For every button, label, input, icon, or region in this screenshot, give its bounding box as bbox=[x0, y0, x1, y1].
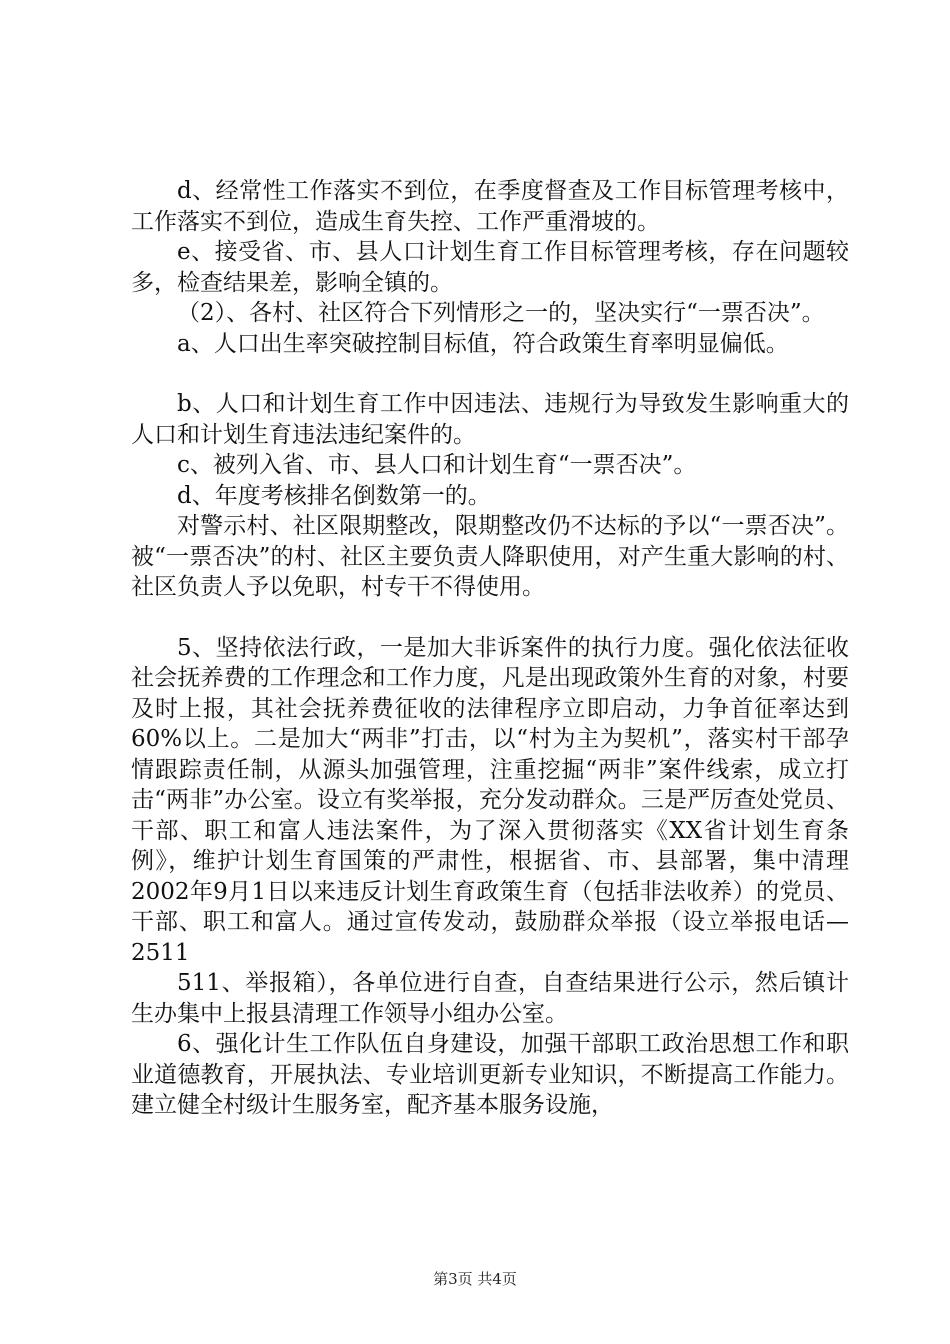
paragraph-d-ranking: d、年度考核排名倒数第一的。 bbox=[177, 482, 491, 509]
paragraph-a-birth-rate: a、人口出生率突破控制目标值，符合政策生育率明显偏低。 bbox=[177, 330, 789, 357]
paragraph-5-continued: 511、举报箱），各单位进行自查，自查结果进行公示，然后镇计生办集中上报县清理工作领导小组办公室。 bbox=[131, 970, 849, 1027]
paragraph-c-veto-list: c、被列入省、市、县人口和计划生育“一票否决”。 bbox=[177, 452, 697, 478]
spacer bbox=[131, 359, 849, 389]
paragraph-b-violations: b、人口和计划生育工作中因违法、违规行为导致发生影响重大的人口和计划生育违法违纪案件的。 bbox=[131, 391, 849, 448]
paragraph-5-law-enforcement: 5、坚持依法行政，一是加大非诉案件的执行力度。强化依法征收社会抚养费的工作理念和工作力度，凡是出现政策外生育的对象，村要及时上报，其社会抚养费征收的法律程序立即启动，力争首征率达到60%以上。二是加大“两非”打击，以“村为主为契机”，落实村干部孕情跟踪责任制，从源头加强管理，注重挖掘“两非”案件线索，成立打击“两非”办公室。设立有奖举报，充分发动群众。三是严厉查处党员、干部、职工和富人违法案件，为了深入贯彻落实《XX省计划生育条例》，维护计划生育国策的严肃性，根据省、市、县部署，集中清理2002年9月1日以来违反计划生育政策生育（包括非法收养）的党员、干部、职工和富人。通过宣传发动，鼓励群众举报（设立举报电话—2511 bbox=[131, 634, 849, 966]
paragraph-warning-rectify: 对警示村、社区限期整改，限期整改仍不达标的予以“一票否决”。被“一票否决”的村、社区主要负责人降职使用，对产生重大影响的村、社区负责人予以免职，村专干不得使用。 bbox=[131, 513, 849, 600]
spacer bbox=[131, 603, 849, 633]
paragraph-6-team-building: 6、强化计生工作队伍自身建设，加强干部职工政治思想工作和职业道德教育，开展执法、专业培训更新专业知识，不断提高工作能力。建立健全村级计生服务室，配齐基本服务设施， bbox=[131, 1031, 849, 1118]
paragraph-veto-criteria: （2）、各村、社区符合下列情形之一的，坚决实行“一票否决”。 bbox=[177, 300, 825, 326]
paragraph-e-assessment: e、接受省、市、县人口计划生育工作目标管理考核，存在问题较多，检查结果差，影响全镇的。 bbox=[131, 239, 849, 296]
paragraph-d-quarterly: d、经常性工作落实不到位，在季度督查及工作目标管理考核中，工作落实不到位，造成生育失控、工作严重滑坡的。 bbox=[131, 178, 849, 235]
page-number-footer: 第3页 共4页 bbox=[433, 1270, 517, 1288]
document-body bbox=[131, 176, 849, 1121]
